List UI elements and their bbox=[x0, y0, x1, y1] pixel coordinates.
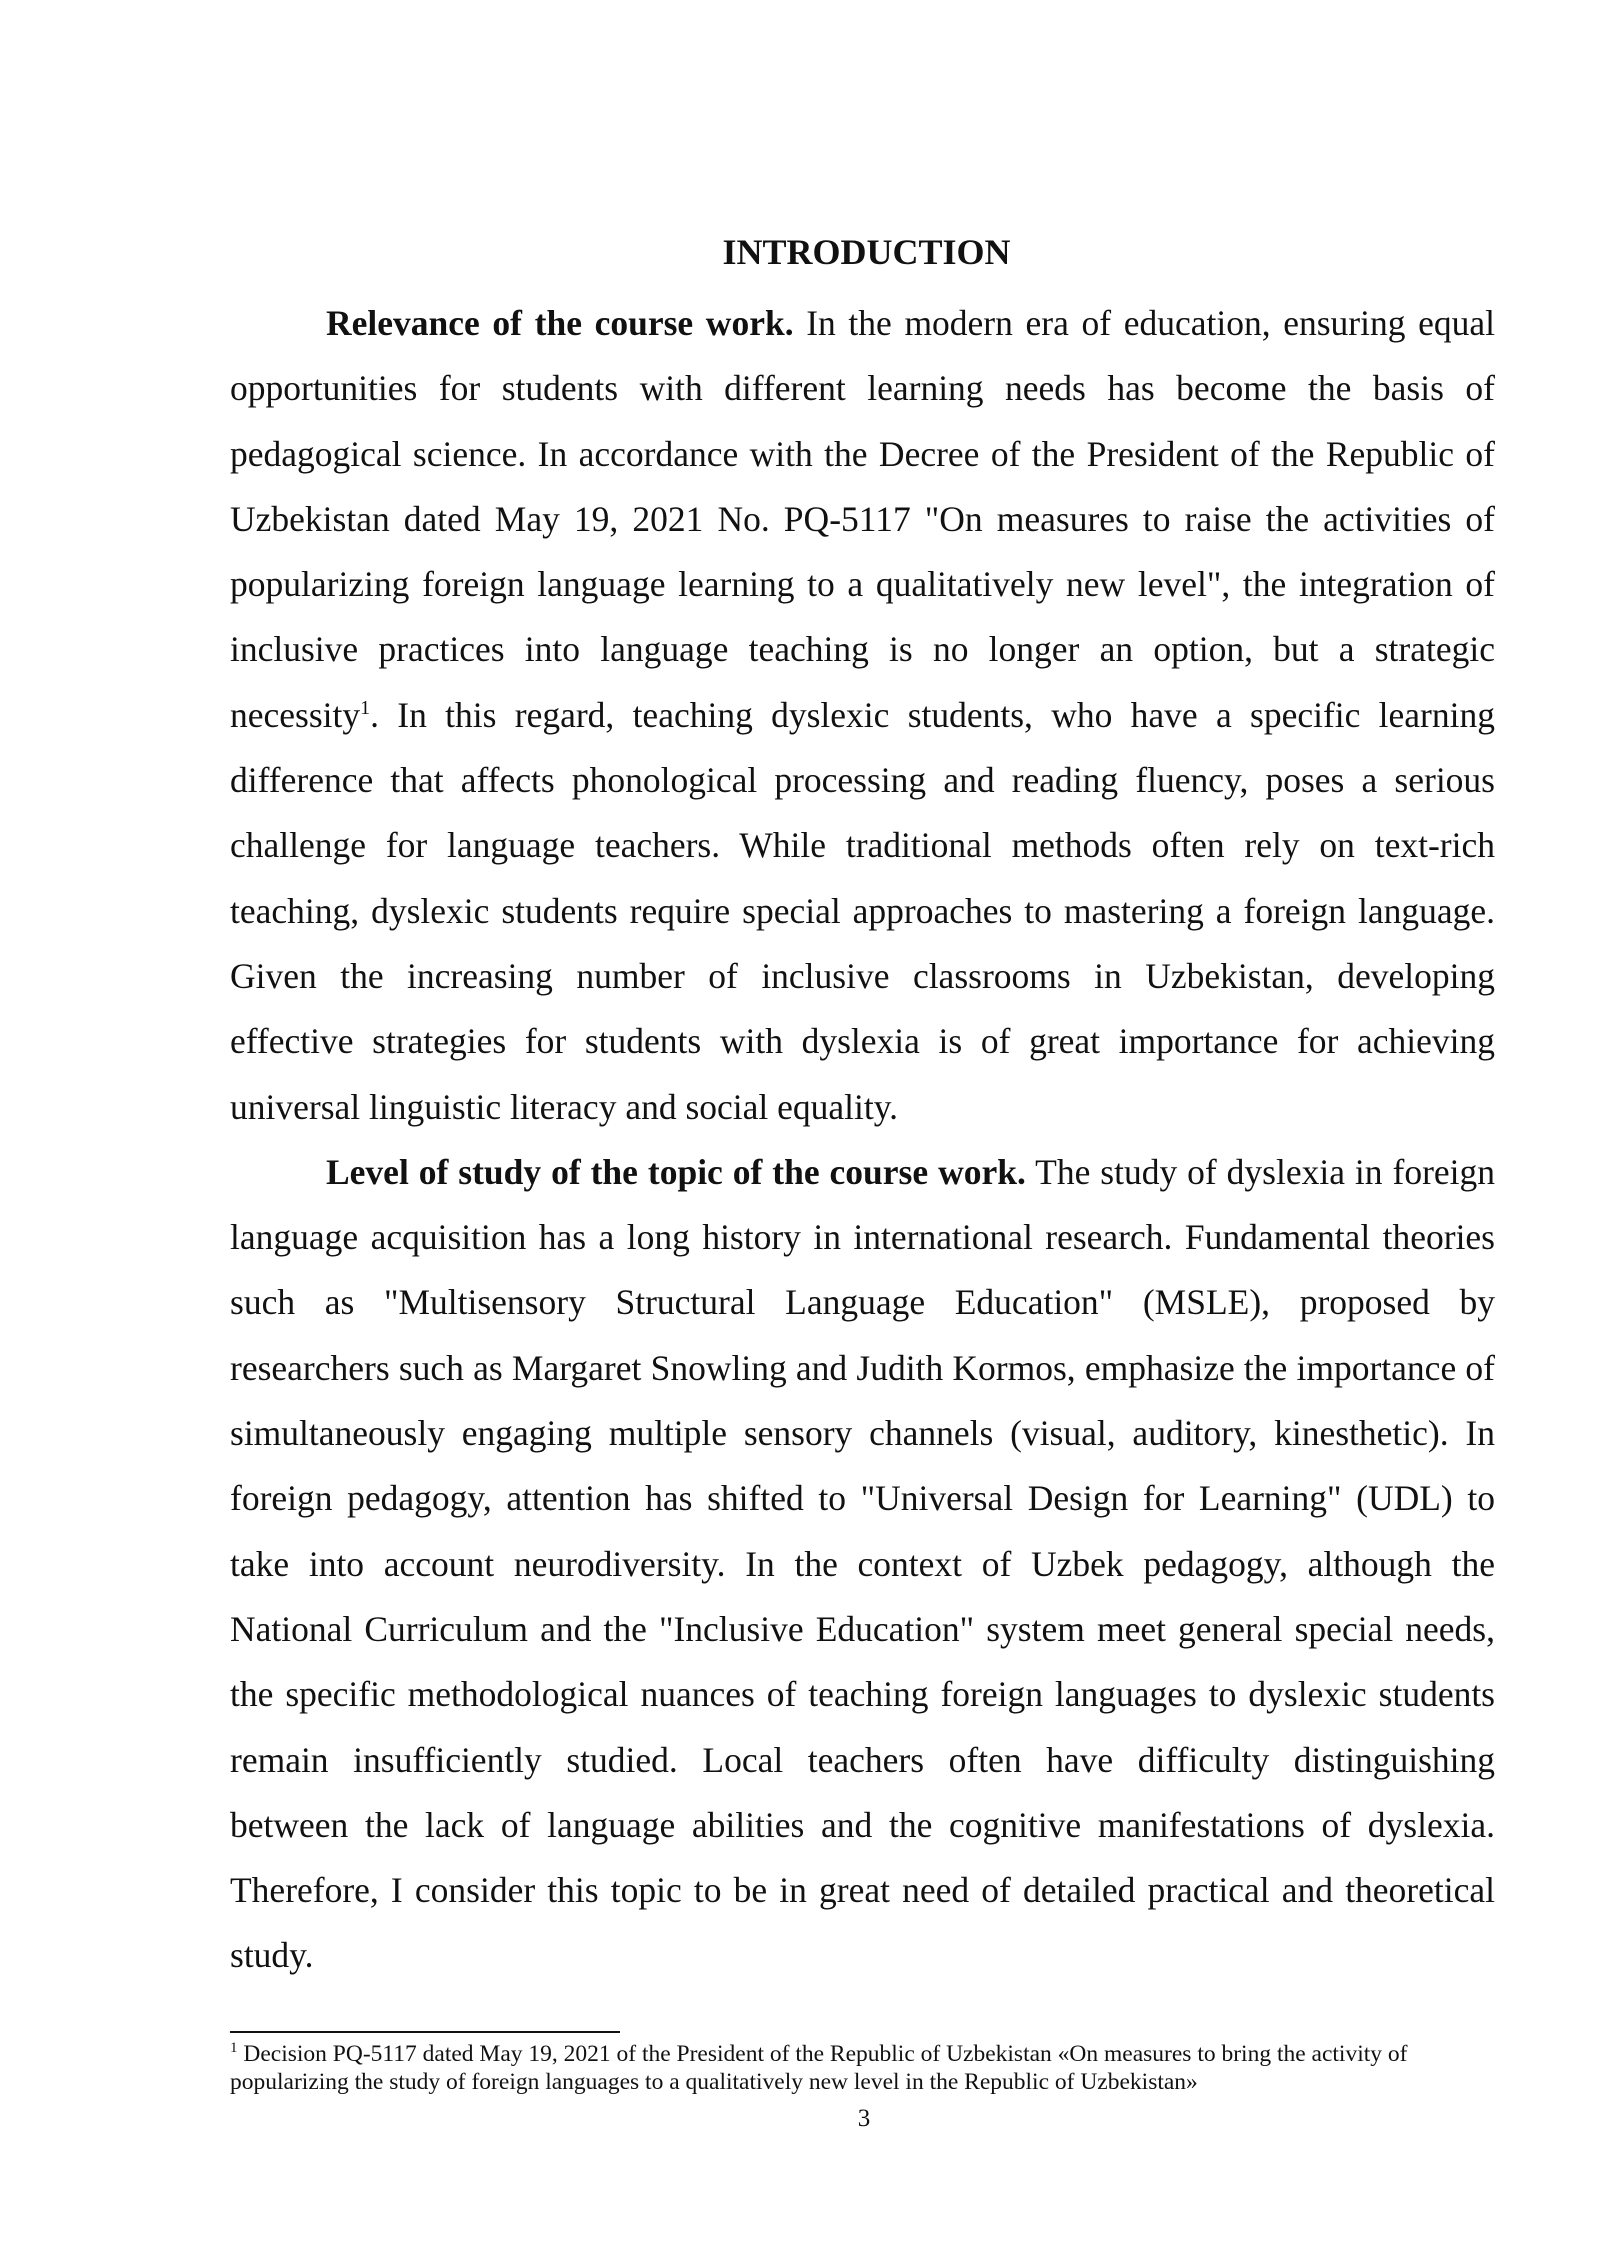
footnote-separator bbox=[230, 2031, 620, 2033]
page-body bbox=[230, 226, 1495, 1989]
footnote-marker: 1 bbox=[230, 2040, 238, 2057]
paragraph-text-relevance-part1: In the modern era of education, ensuring equal opportunities for students with different learning needs has become the basis of pedagogical science. In accordance with the Decree of the President of the Republic of Uzbekistan dated May 19, 2021 No. PQ-5117 "On measures to raise the activities of popularizing foreign language learning to a qualitatively new level", the integration of inclusive practices into language teaching is no longer an option, but a strategic necessity bbox=[230, 303, 1495, 735]
paragraph-text-relevance-part2: . In this regard, teaching dyslexic students, who have a specific learning difference that affects phonological processing and reading fluency, poses a serious challenge for language teachers. While traditional methods often rely on text-rich teaching, dyslexic students require special approaches to mastering a foreign language. Given the increasing number of inclusive classrooms in Uzbekistan, developing effective strategies for students with dyslexia is of great importance for achieving universal linguistic literacy and social equality. bbox=[230, 694, 1495, 1127]
footnote bbox=[230, 2040, 1495, 2096]
paragraph-relevance bbox=[230, 291, 1495, 1140]
paragraph-level-of-study bbox=[230, 1140, 1495, 1989]
page-number: 3 bbox=[857, 2105, 871, 2132]
footnote-text: Decision PQ-5117 dated May 19, 2021 of the President of the Republic of Uzbekistan «On measures to bring the activity of popularizing the study of foreign languages to a qualitatively new level in the Republic of Uzbekistan» bbox=[230, 2041, 1408, 2095]
section-heading: INTRODUCTION bbox=[722, 232, 1011, 272]
paragraph-text-level-of-study: The study of dyslexia in foreign language acquisition has a long history in international research. Fundamental theories such as "Multisensory Structural Language Education" (MSLE), proposed by researchers such as Margaret Snowling and Judith Kormos, emphasize the importance of simultaneously engaging multiple sensory channels (visual, auditory, kinesthetic). In foreign pedagogy, attention has shifted to "Universal Design for Learning" (UDL) to take into account neurodiversity. In the context of Uzbek pedagogy, although the National Curriculum and the "Inclusive Education" system meet general special needs, the specific methodological nuances of teaching foreign languages to dyslexic students remain insufficiently studied. Local teachers often have difficulty distinguishing between the lack of language abilities and the cognitive manifestations of dyslexia. Therefore, I consider this topic to be in great need of detailed practical and theoretical study. bbox=[230, 1151, 1496, 1976]
paragraph-lead-relevance: Relevance of the course work. bbox=[326, 303, 794, 343]
paragraph-lead-level-of-study: Level of study of the topic of the course work. bbox=[326, 1151, 1026, 1192]
footnote-reference: 1 bbox=[360, 696, 371, 719]
